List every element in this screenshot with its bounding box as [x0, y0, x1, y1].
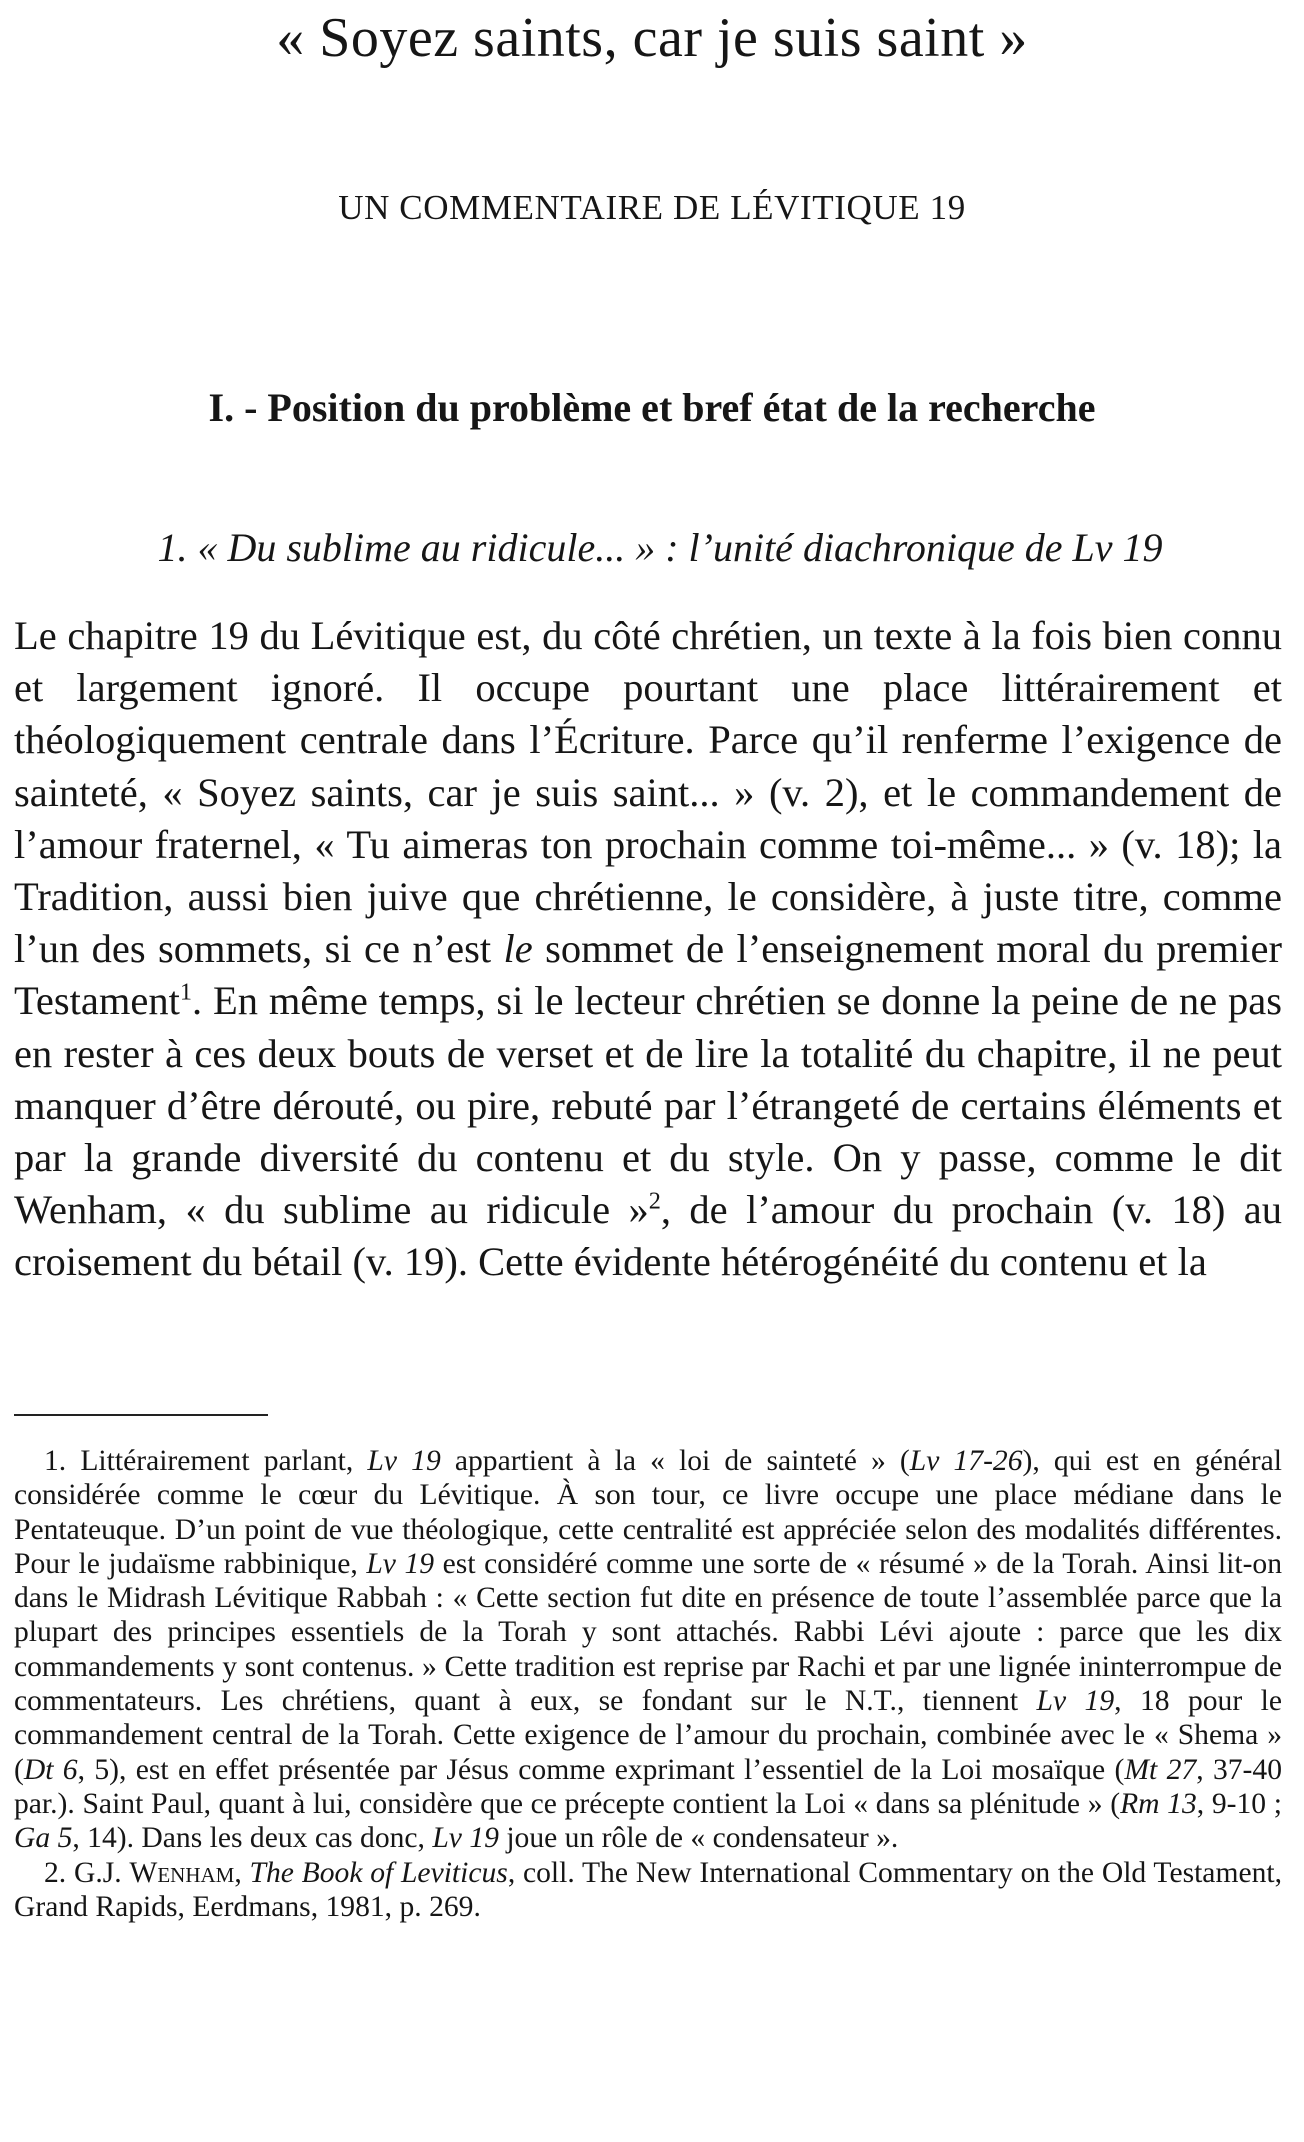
- footnote-1: 1. Littérairement parlant, Lv 19 appartient à la « loi de sainteté » (Lv 17-26), qui est en général considérée comme le cœur du Lévitique. À son tour, ce livre occupe une place médiane dans le Pentateuque. D’un point de vue théologique, cette centralité est appréciée selon des modalités différentes. Pour le judaïsme rabbinique, Lv 19 est considéré comme une sorte de « résumé » de la Torah. Ainsi lit-on dans le Midrash Lévitique Rabbah : « Cette section fut dite en présence de toute l’assemblée parce que la plupart des principes essentiels de la Torah y sont attachés. Rabbi Lévi ajoute : parce que les dix commandements y sont contenus. » Cette tradition est reprise par Rachi et par une lignée ininterrompue de commentateurs. Les chrétiens, quant à eux, se fondant sur le N.T., tiennent Lv 19, 18 pour le commandement central de la Torah. Cette exigence de l’amour du prochain, combinée avec le « Shema » (Dt 6, 5), est en effet présentée par Jésus comme exprimant l’essentiel de la Loi mosaïque (Mt 27, 37-40 par.). Saint Paul, quant à lui, considère que ce précepte contient la Loi « dans sa plénitude » (Rm 13, 9-10 ; Ga 5, 14). Dans les deux cas donc, Lv 19 joue un rôle de « condensateur ».: [14, 1445, 1283, 1855]
- footnote-divider: [14, 1414, 268, 1416]
- subsection-heading: 1. « Du sublime au ridicule... » : l’unité diachronique de Lv 19: [157, 525, 1163, 570]
- article-title: « Soyez saints, car je suis saint »: [276, 7, 1028, 69]
- emphasis: le: [503, 926, 533, 972]
- section-heading: I. - Position du problème et bref état de la recherche: [208, 385, 1096, 430]
- footnote-number: 2.: [44, 1856, 67, 1889]
- body-text: [14, 610, 1282, 1289]
- footnotes: [14, 1444, 1282, 1924]
- article-subtitle: UN COMMENTAIRE DE LÉVITIQUE 19: [338, 188, 966, 227]
- footnote-number: 1.: [44, 1445, 67, 1477]
- book-title: The Book of Leviticus: [249, 1856, 508, 1889]
- paragraph: Le chapitre 19 du Lévitique est, du côté chrétien, un texte à la fois bien connu et largement ignoré. Il occupe pourtant une place littérairement et théologiquement centrale dans l’Écriture. Parce qu’il renferme l’exigence de sainteté, « Soyez saints, car je suis saint... » (v. 2), et le commandement de l’amour fraternel, « Tu aimeras ton prochain comme toi-même... » (v. 18); la Tradition, aussi bien juive que chrétienne, le considère, à juste titre, comme l’un des sommets, si ce n’est le sommet de l’enseignement moral du premier Testament$^1$. En même temps, si le lecteur chrétien se donne la peine de ne pas en rester à ces deux bouts de verset et de lire la totalité du chapitre, il ne peut manquer d’être dérouté, ou pire, rebuté par l’étrangeté de certains éléments et par la grande diversité du contenu et du style. On y passe, comme le dit Wenham, « du sublime au ridicule »$^2$, de l’amour du prochain (v. 18) au croisement du bétail (v. 19). Cette évidente hétérogénéité du contenu et la: [14, 613, 1282, 1285]
- footnote-2: 2. G.J. Wenham, The Book of Leviticus, coll. The New International Commentary on the Old Testament, Grand Rapids, Eerdmans, 1981, p. 269.: [14, 1856, 1283, 1923]
- footnote-ref-1[interactable]: 1: [179, 978, 193, 1006]
- footnote-ref-2[interactable]: 2: [648, 1187, 661, 1215]
- author-name: Wenham: [129, 1856, 235, 1889]
